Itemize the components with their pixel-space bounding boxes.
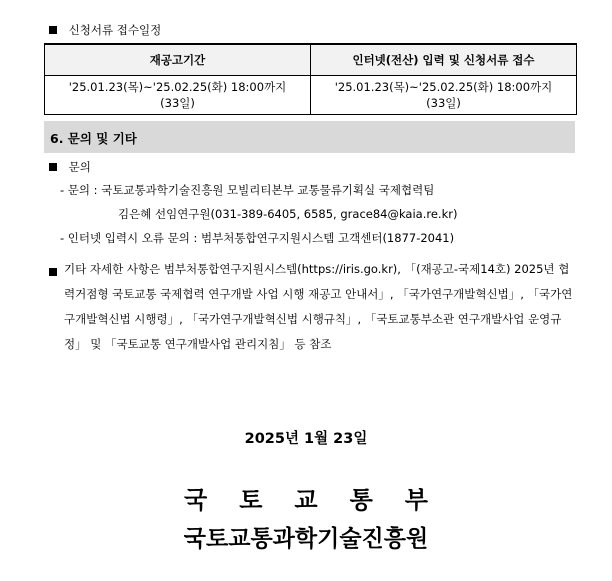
square-bullet-icon <box>49 268 57 276</box>
table-cell-submission <box>311 76 577 115</box>
agency-name: 국토교통과학기술진흥원 <box>183 526 429 552</box>
inquiry-heading: 문의 <box>68 160 91 174</box>
schedule-heading: 신청서류 접수일정 <box>68 23 162 37</box>
table-cell-period <box>45 76 311 115</box>
section-title: 6. 문의 및 기타 <box>50 131 137 146</box>
square-bullet-icon <box>49 26 57 34</box>
cell-date-range: '25.01.23(목)~'25.02.25(화) 18:00까지 <box>68 80 287 94</box>
schedule-heading-row <box>49 22 161 38</box>
inquiry-line: - 문의 : 국토교통과학기술진흥원 모빌리티본부 교통물류기획실 국제협력팀 <box>60 183 435 197</box>
inquiry-contact: 김은혜 선임연구원(031-389-6405, 6585, grace84@kaia.re.kr) <box>118 207 458 221</box>
inquiry-line: - 인터넷 입력시 오류 문의 : 범부처통합연구지원시스템 고객센터(1877-2041) <box>60 231 455 245</box>
square-bullet-icon <box>49 163 57 171</box>
inquiry-heading-row <box>49 159 91 175</box>
cell-duration: (33일) <box>160 96 195 110</box>
section-header-bar <box>44 121 575 153</box>
cell-date-range: '25.01.23(목)~'25.02.25(화) 18:00까지 <box>334 80 553 94</box>
etc-paragraph: 기타 자세한 사항은 범부처통합연구지원시스템(https://iris.go.kr), 「(재공고-국제14호) 2025년 협력거점형 국토교통 국제협력 연구개발 사업 시행 재공고 안내서」, 「국가연구개발혁신법」, 「국가연구개발혁신법 시행령」, 「국가연구개발혁신법 시행규칙」, 「국토교통부소관 연구개발사업 운영규정」 및 「국토교통 연구개발사업 관리지침」 등 참조 <box>64 262 573 351</box>
schedule-table <box>44 43 577 115</box>
cell-duration: (33일) <box>426 96 461 110</box>
notice-date: 2025년 1월 23일 <box>244 431 368 447</box>
column-header-submission: 인터넷(전산) 입력 및 신청서류 접수 <box>311 44 577 76</box>
ministry-name: 국토교통부 <box>184 486 460 514</box>
column-header-period: 재공고기간 <box>45 44 311 76</box>
etc-bullet-row <box>49 265 57 279</box>
